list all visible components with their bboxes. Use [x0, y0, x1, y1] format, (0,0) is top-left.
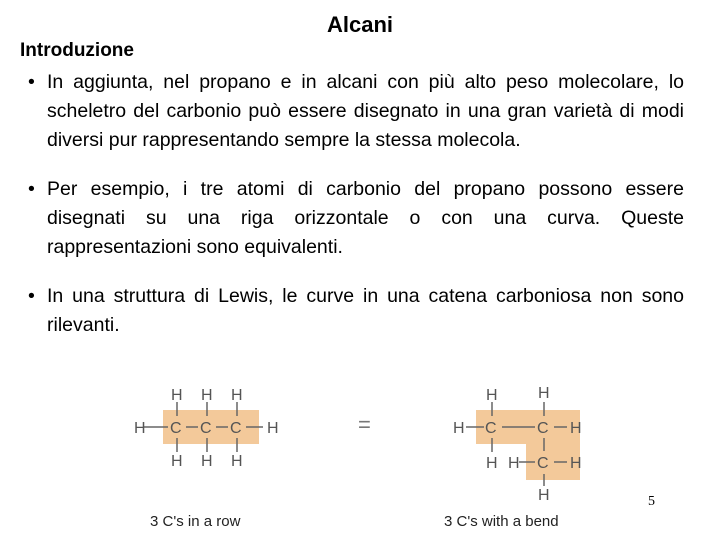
bullet-item: • In aggiunta, nel propano e in alcani con più alto peso molecolare, lo scheletro del carbonio può essere disegnato in una gran varietà di modi diversi pur rappresentando sempre la stessa molecola. — [20, 68, 684, 155]
hydrogen-atom: H — [201, 453, 213, 470]
hydrogen-atom: H — [538, 385, 550, 402]
carbon-atom: C — [230, 420, 242, 437]
bullet-list — [20, 68, 684, 360]
hydrogen-atom: H — [231, 453, 243, 470]
hydrogen-atom: H — [486, 455, 498, 472]
carbon-atom: C — [485, 420, 497, 437]
section-title: Introduzione — [20, 40, 134, 61]
bullet-item: • Per esempio, i tre atomi di carbonio del propano possono essere disegnati su una riga orizzontale o con una curva. Queste rappresentazioni sono equivalenti. — [20, 175, 684, 262]
hydrogen-atom: H — [538, 487, 550, 504]
carbon-atom: C — [200, 420, 212, 437]
hydrogen-atom: H — [486, 387, 498, 404]
propane-bent-structure — [453, 385, 582, 504]
hydrogen-atom: H — [171, 453, 183, 470]
left-structure-caption: 3 C's in a row — [150, 513, 241, 530]
hydrogen-atom: H — [201, 387, 213, 404]
hydrogen-atom: H — [570, 420, 582, 437]
hydrogen-atom: H — [231, 387, 243, 404]
page-number: 5 — [648, 494, 655, 509]
hydrogen-atom: H — [134, 420, 146, 437]
equals-sign: = — [358, 412, 371, 437]
carbon-atom: C — [170, 420, 182, 437]
slide-title: Alcani — [326, 12, 394, 37]
hydrogen-atom: H — [508, 455, 520, 472]
hydrogen-atom: H — [570, 455, 582, 472]
right-structure-caption: 3 C's with a bend — [444, 513, 559, 530]
propane-structures-figure — [130, 378, 610, 538]
bullet-item: • In una struttura di Lewis, le curve in una catena carboniosa non sono rilevanti. — [20, 282, 684, 340]
propane-row-structure — [134, 387, 279, 470]
carbon-atom: C — [537, 455, 549, 472]
hydrogen-atom: H — [267, 420, 279, 437]
hydrogen-atom: H — [453, 420, 465, 437]
hydrogen-atom: H — [171, 387, 183, 404]
propane-structures-svg — [130, 378, 610, 538]
carbon-atom: C — [537, 420, 549, 437]
